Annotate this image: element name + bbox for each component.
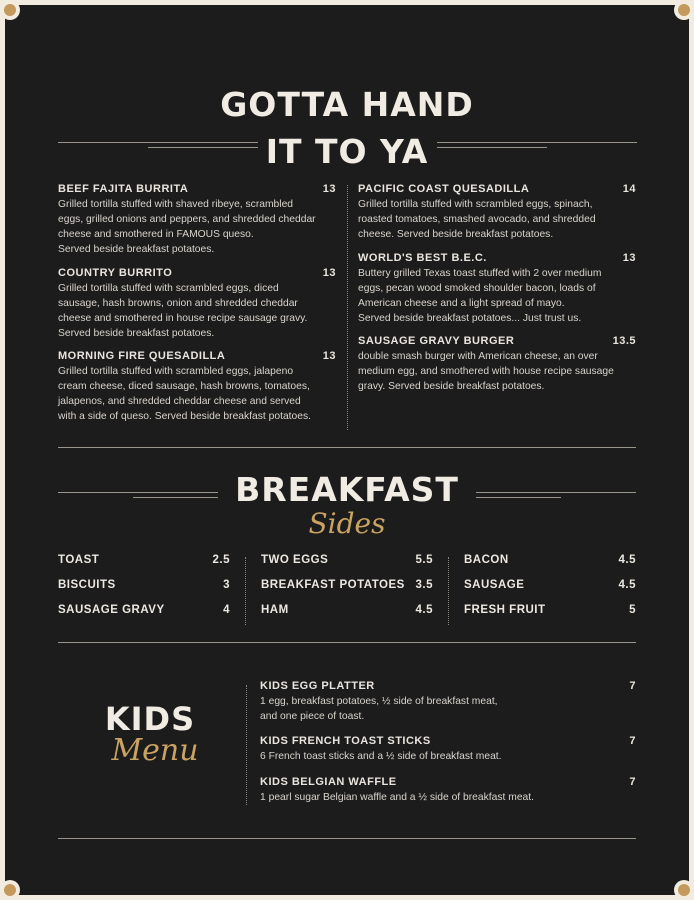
description-line: Served beside breakfast potatoes. bbox=[58, 328, 215, 339]
side-item bbox=[464, 579, 636, 591]
item-description bbox=[358, 197, 636, 242]
item-price: 13 bbox=[322, 183, 336, 195]
corner-ornament bbox=[0, 0, 20, 20]
item-price: 7 bbox=[629, 680, 636, 692]
side-price: 2.5 bbox=[212, 554, 230, 566]
item-price: 13 bbox=[322, 267, 336, 279]
description-line: roasted tomatoes, smashed avocado, and shredded bbox=[358, 214, 596, 225]
column-divider bbox=[448, 557, 449, 625]
description-line: Grilled tortilla stuffed with shaved ribeye, scrambled bbox=[58, 199, 294, 210]
item-description bbox=[358, 349, 636, 394]
side-name: BISCUITS bbox=[58, 579, 116, 591]
side-price: 4.5 bbox=[618, 554, 636, 566]
description-line: cream cheese, diced sausage, hash browns, tomatoes, bbox=[58, 381, 310, 392]
description-line: American cheese and a light spread of mayo. bbox=[358, 298, 565, 309]
item-price: 13.5 bbox=[612, 335, 636, 347]
description-line: gravy. Served beside breakfast potatoes. bbox=[358, 381, 545, 392]
item-price: 7 bbox=[629, 776, 636, 788]
side-item bbox=[261, 554, 433, 566]
description-line: jalapenos, and shredded cheddar cheese and served bbox=[58, 396, 301, 407]
item-name: COUNTRY BURRITO bbox=[58, 267, 173, 279]
column-divider bbox=[245, 557, 246, 625]
menu-item bbox=[58, 350, 336, 424]
side-item bbox=[261, 604, 433, 616]
menu-page bbox=[5, 5, 689, 895]
item-description bbox=[58, 364, 336, 424]
side-price: 3.5 bbox=[415, 579, 433, 591]
corner-ornament bbox=[674, 0, 694, 20]
description-line: 6 French toast sticks and a ½ side of breakfast meat. bbox=[260, 751, 502, 762]
description-line: double smash burger with American cheese, an over bbox=[358, 351, 598, 362]
menu-item bbox=[260, 680, 636, 724]
side-name: HAM bbox=[261, 604, 289, 616]
side-name: BREAKFAST POTATOES bbox=[261, 579, 405, 591]
description-line: eggs, grilled onions and peppers, and shredded cheddar bbox=[58, 214, 316, 225]
side-name: SAUSAGE bbox=[464, 579, 525, 591]
header-line-2: IT TO YA bbox=[265, 132, 429, 171]
side-price: 5 bbox=[629, 604, 636, 616]
item-name: PACIFIC COAST QUESADILLA bbox=[358, 183, 530, 195]
divider bbox=[437, 147, 547, 148]
side-item bbox=[464, 604, 636, 616]
item-name: SAUSAGE GRAVY BURGER bbox=[358, 335, 515, 347]
column-divider bbox=[347, 185, 348, 430]
side-item bbox=[261, 579, 433, 591]
description-line: cheese. Served beside breakfast potatoes. bbox=[358, 229, 554, 240]
description-line: Served beside breakfast potatoes... Just trust us. bbox=[358, 313, 582, 324]
description-line: Grilled tortilla stuffed with scrambled eggs, diced bbox=[58, 283, 279, 294]
item-name: KIDS EGG PLATTER bbox=[260, 680, 375, 692]
item-price: 7 bbox=[629, 735, 636, 747]
divider bbox=[437, 142, 637, 143]
item-name: KIDS BELGIAN WAFFLE bbox=[260, 776, 397, 788]
side-item bbox=[58, 579, 230, 591]
side-price: 3 bbox=[223, 579, 230, 591]
corner-ornament bbox=[674, 880, 694, 900]
menu-item bbox=[358, 252, 636, 326]
description-line: and one piece of toast. bbox=[260, 711, 365, 722]
divider bbox=[58, 447, 636, 448]
description-line: cheese and smothered in house recipe sausage gravy. bbox=[58, 313, 308, 324]
item-description bbox=[58, 281, 336, 341]
menu-item bbox=[358, 183, 636, 242]
item-name: MORNING FIRE QUESADILLA bbox=[58, 350, 226, 362]
description-line: Grilled tortilla stuffed with scrambled eggs, spinach, bbox=[358, 199, 593, 210]
description-line: medium egg, and smothered with house recipe sausage bbox=[358, 366, 614, 377]
divider bbox=[476, 492, 636, 493]
kids-script: Menu bbox=[111, 733, 199, 768]
corner-ornament bbox=[0, 880, 20, 900]
side-price: 4 bbox=[223, 604, 230, 616]
item-price: 13 bbox=[622, 252, 636, 264]
item-description bbox=[58, 197, 336, 257]
item-name: WORLD'S BEST B.E.C. bbox=[358, 252, 487, 264]
side-name: SAUSAGE GRAVY bbox=[58, 604, 165, 616]
divider bbox=[58, 838, 636, 839]
item-name: KIDS FRENCH TOAST STICKS bbox=[260, 735, 431, 747]
menu-item bbox=[260, 735, 636, 764]
side-name: TOAST bbox=[58, 554, 100, 566]
description-line: sausage, hash browns, onion and shredded cheddar bbox=[58, 298, 298, 309]
side-name: BACON bbox=[464, 554, 509, 566]
side-price: 5.5 bbox=[415, 554, 433, 566]
item-description bbox=[260, 790, 636, 805]
description-line: 1 pearl sugar Belgian waffle and a ½ side of breakfast meat. bbox=[260, 792, 534, 803]
side-item bbox=[58, 554, 230, 566]
description-line: 1 egg, breakfast potatoes, ½ side of breakfast meat, bbox=[260, 696, 498, 707]
item-name: BEEF FAJITA BURRITA bbox=[58, 183, 189, 195]
sides-script: Sides bbox=[308, 507, 386, 540]
side-price: 4.5 bbox=[415, 604, 433, 616]
header-line-1: GOTTA HAND bbox=[220, 85, 474, 124]
column-divider bbox=[246, 685, 247, 805]
side-name: TWO EGGS bbox=[261, 554, 329, 566]
divider bbox=[58, 492, 218, 493]
sides-title: BREAKFAST bbox=[235, 470, 459, 509]
menu-item bbox=[58, 267, 336, 341]
item-price: 13 bbox=[322, 350, 336, 362]
item-price: 14 bbox=[622, 183, 636, 195]
menu-item bbox=[260, 776, 636, 805]
side-item bbox=[58, 604, 230, 616]
item-description bbox=[358, 266, 636, 326]
item-description bbox=[260, 694, 636, 724]
menu-item bbox=[58, 183, 336, 257]
divider bbox=[476, 497, 561, 498]
description-line: Grilled tortilla stuffed with scrambled eggs, jalapeno bbox=[58, 366, 294, 377]
description-line: Buttery grilled Texas toast stuffed with 2 over medium bbox=[358, 268, 602, 279]
divider bbox=[58, 642, 636, 643]
side-price: 4.5 bbox=[618, 579, 636, 591]
side-name: FRESH FRUIT bbox=[464, 604, 546, 616]
divider bbox=[58, 142, 258, 143]
item-description bbox=[260, 749, 636, 764]
divider bbox=[133, 497, 218, 498]
description-line: with a side of queso. Served beside breakfast potatoes. bbox=[58, 411, 312, 422]
side-item bbox=[464, 554, 636, 566]
menu-item bbox=[358, 335, 636, 394]
divider bbox=[148, 147, 258, 148]
kids-title: KIDS bbox=[104, 700, 196, 738]
description-line: cheese and smothered in FAMOUS queso. bbox=[58, 229, 254, 240]
description-line: eggs, pecan wood smoked shoulder bacon, loads of bbox=[358, 283, 596, 294]
description-line: Served beside breakfast potatoes. bbox=[58, 244, 215, 255]
